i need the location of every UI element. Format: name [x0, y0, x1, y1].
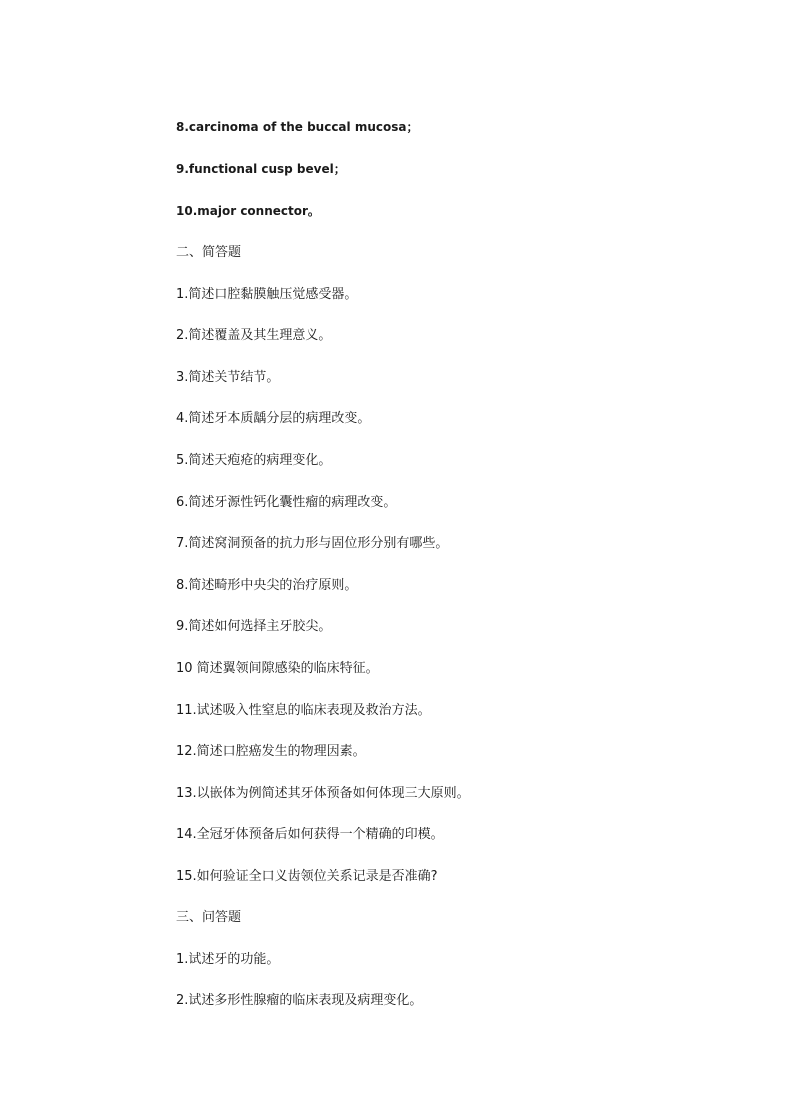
term-item-8: 8.carcinoma of the buccal mucosa；	[176, 120, 419, 134]
section-heading-essay: 三、问答题	[176, 910, 242, 925]
question-item: 12.简述口腔癌发生的物理因素。	[176, 744, 366, 759]
question-item: 5.简述天疱疮的病理变化。	[176, 453, 332, 468]
question-item: 10 简述翼领间隙感染的临床特征。	[176, 661, 379, 676]
question-item: 11.试述吸入性窒息的临床表现及救治方法。	[176, 703, 431, 718]
question-item: 1.简述口腔黏膜触压觉感受器。	[176, 287, 358, 302]
question-item: 9.简述如何选择主牙胶尖。	[176, 619, 332, 634]
term-item-9: 9.functional cusp bevel；	[176, 162, 346, 176]
question-item: 4.简述牙本质龋分层的病理改变。	[176, 411, 371, 426]
question-item: 6.简述牙源性钙化囊性瘤的病理改变。	[176, 495, 397, 510]
section-heading-short-answer: 二、简答题	[176, 245, 242, 260]
question-item: 14.全冠牙体预备后如何获得一个精确的印模。	[176, 827, 444, 842]
question-item: 15.如何验证全口义齿领位关系记录是否准确?	[176, 869, 438, 884]
question-item: 2.试述多形性腺瘤的临床表现及病理变化。	[176, 993, 423, 1008]
term-item-10: 10.major connector。	[176, 204, 320, 218]
question-item: 3.简述关节结节。	[176, 370, 280, 385]
question-item: 2.简述覆盖及其生理意义。	[176, 328, 332, 343]
question-item: 8.简述畸形中央尖的治疗原则。	[176, 578, 358, 593]
question-item: 7.简述窝洞预备的抗力形与固位形分别有哪些。	[176, 536, 449, 551]
question-item: 1.试述牙的功能。	[176, 952, 280, 967]
question-item: 13.以嵌体为例简述其牙体预备如何体现三大原则。	[176, 786, 470, 801]
